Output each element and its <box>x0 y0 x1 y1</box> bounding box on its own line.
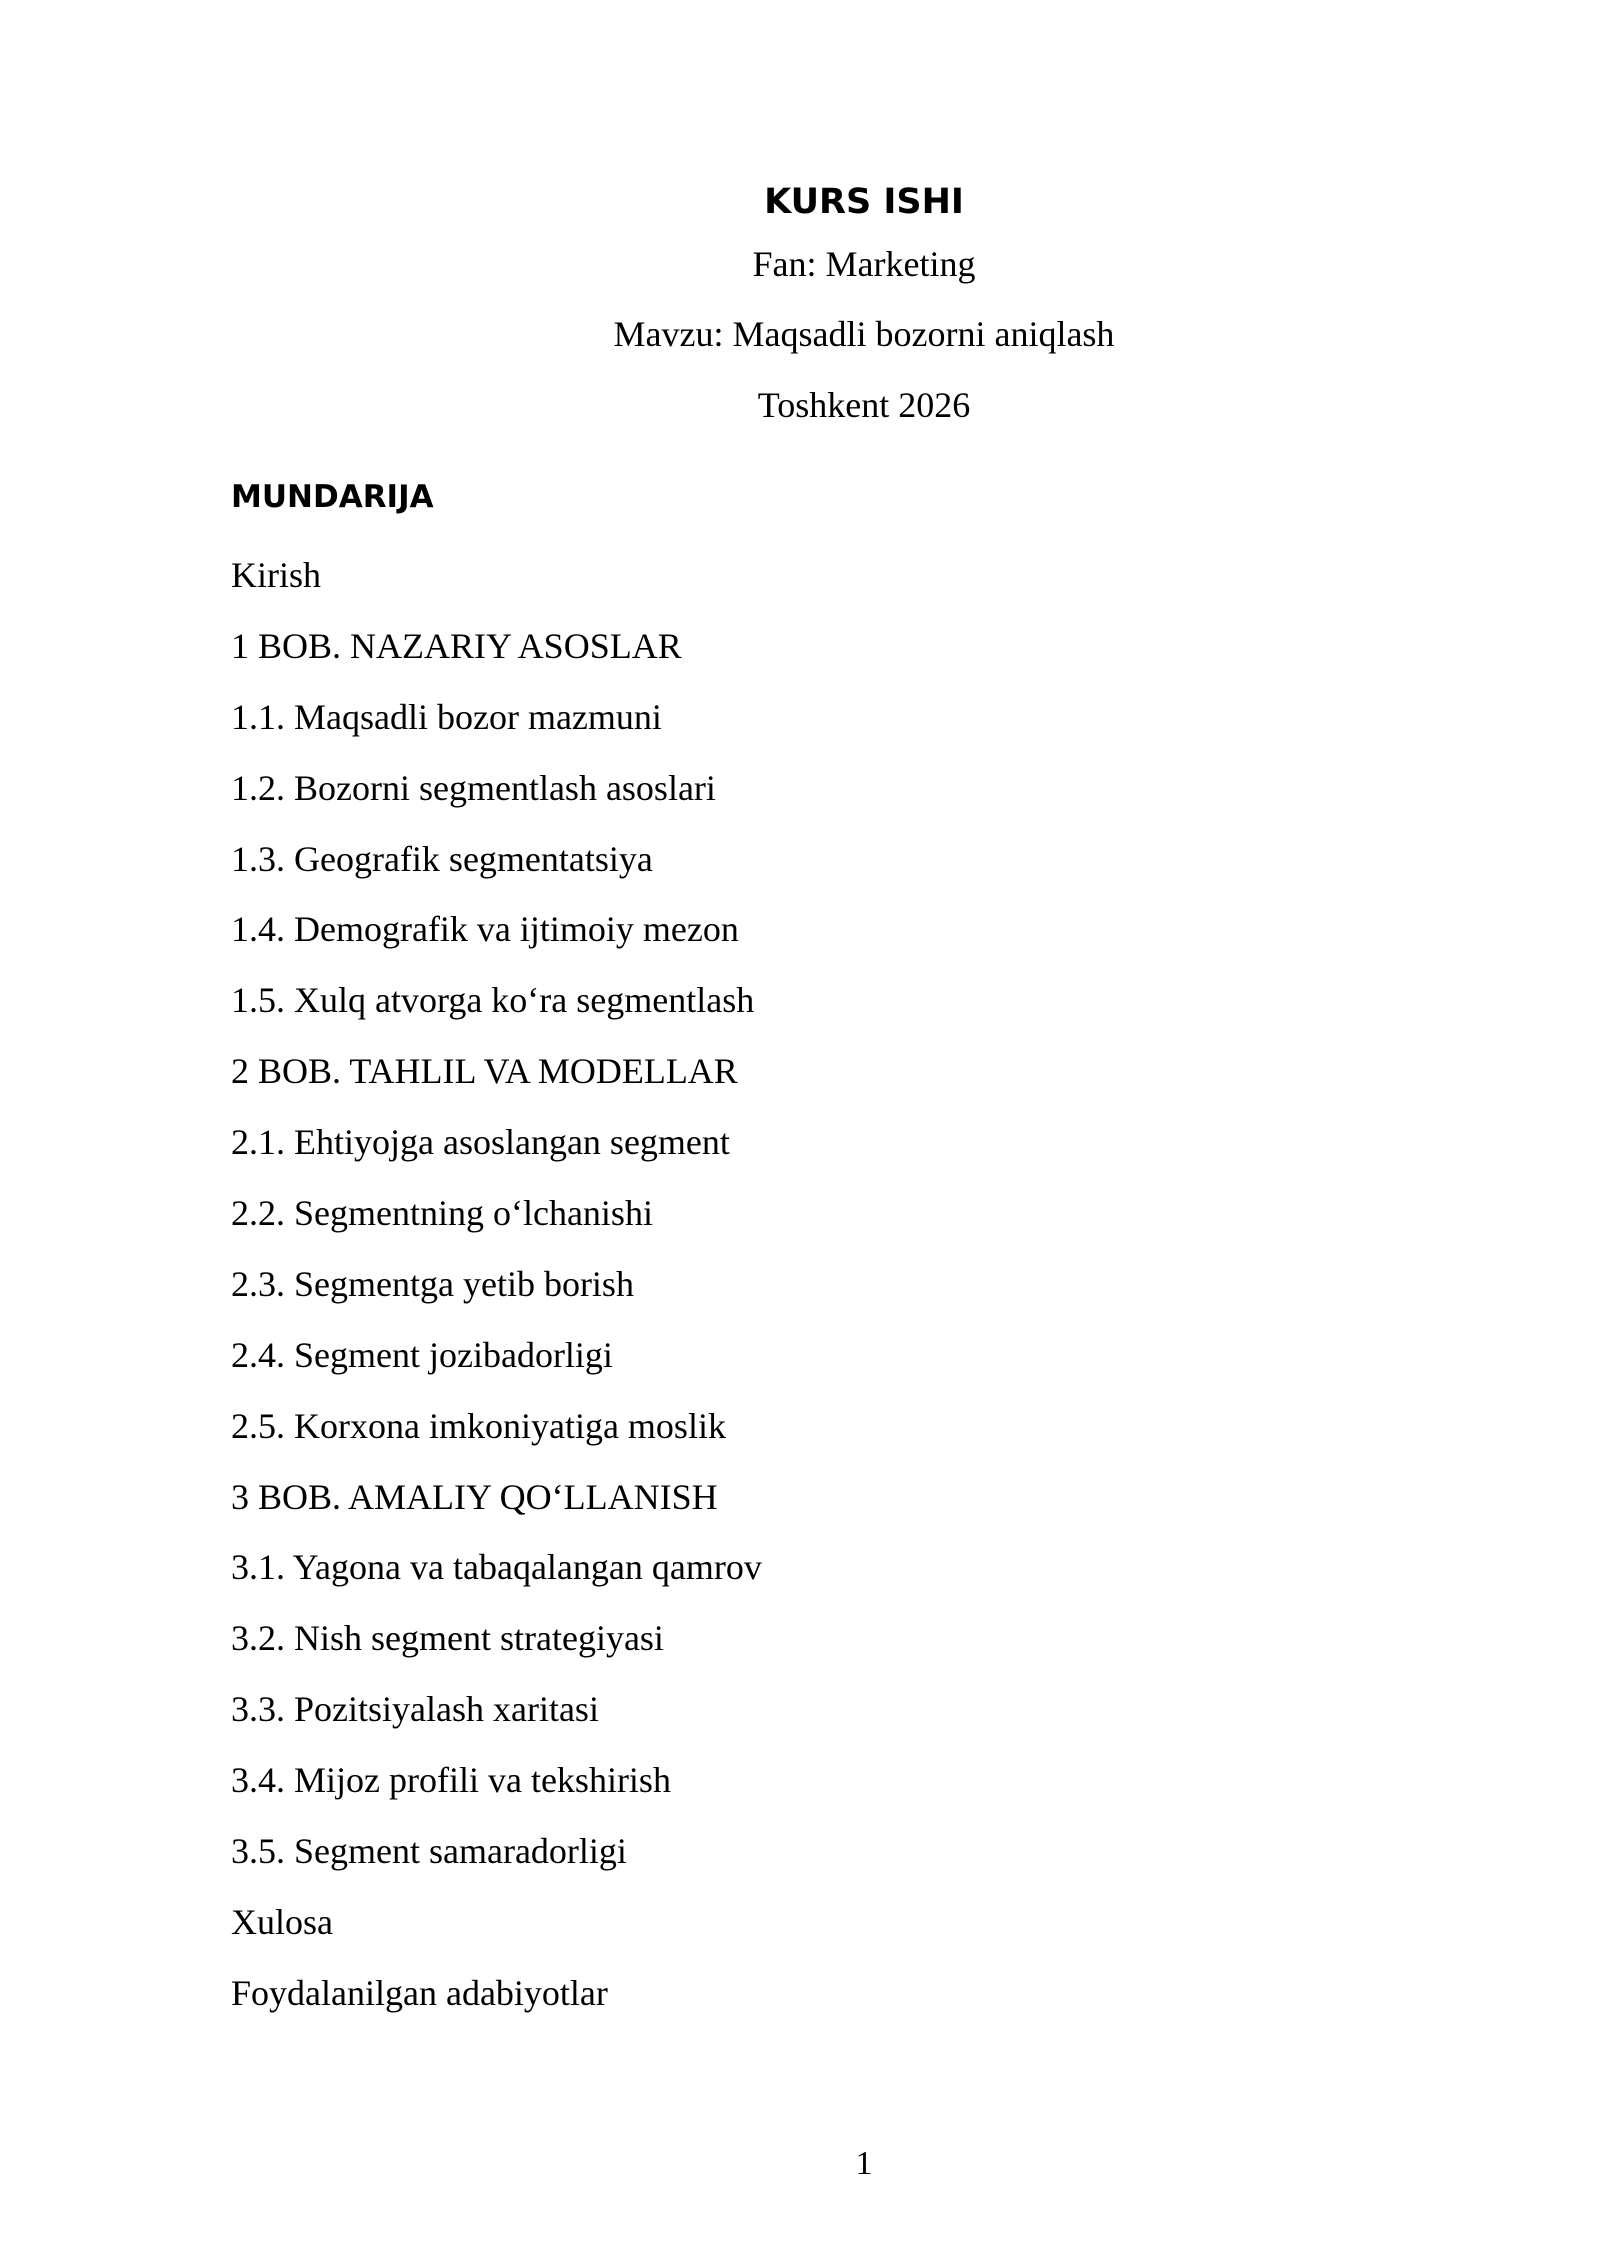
toc-item: 1.5. Xulq atvorga ko‘ra segmentlash <box>231 980 755 1021</box>
toc-item: Xulosa <box>231 1901 333 1942</box>
toc-item: 3.4. Mijoz profili va tekshirish <box>231 1760 671 1801</box>
document-title: KURS ISHI <box>764 182 964 222</box>
page-number: 1 <box>855 2145 873 2182</box>
place-year-line: Toshkent 2026 <box>757 385 971 425</box>
toc-heading: MUNDARIJA <box>231 479 434 515</box>
toc-item: 2.1. Ehtiyojga asoslangan segment <box>231 1122 730 1163</box>
toc-item: 3 BOB. AMALIY QO‘LLANISH <box>231 1476 718 1517</box>
toc-item: 1.3. Geografik segmentatsiya <box>231 838 653 879</box>
toc-item: 2.4. Segment jozibadorligi <box>231 1334 613 1375</box>
toc-item: 2.2. Segmentning o‘lchanishi <box>231 1193 653 1234</box>
toc-item: 2.5. Korxona imkoniyatiga moslik <box>231 1405 726 1446</box>
toc-item: 3.3. Pozitsiyalash xaritasi <box>231 1689 599 1730</box>
toc-item: 2.3. Segmentga yetib borish <box>231 1263 634 1304</box>
toc-item: 1.4. Demografik va ijtimoiy mezon <box>231 909 739 950</box>
toc-item: Foydalanilgan adabiyotlar <box>231 1972 608 2013</box>
toc-item: 3.1. Yagona va tabaqalangan qamrov <box>231 1547 762 1588</box>
subject-line: Fan: Marketing <box>752 244 976 284</box>
toc-item: 1 BOB. NAZARIY ASOSLAR <box>231 625 682 666</box>
table-of-contents <box>231 551 762 2040</box>
toc-item: 3.2. Nish segment strategiyasi <box>231 1618 664 1659</box>
toc-item: 2 BOB. TAHLIL VA MODELLAR <box>231 1051 738 1092</box>
toc-item: 1.2. Bozorni segmentlash asoslari <box>231 767 716 808</box>
topic-line: Mavzu: Maqsadli bozorni aniqlash <box>613 314 1115 354</box>
toc-item: 3.5. Segment samaradorligi <box>231 1831 627 1872</box>
toc-item: 1.1. Maqsadli bozor mazmuni <box>231 696 662 737</box>
toc-item: Kirish <box>231 555 321 595</box>
